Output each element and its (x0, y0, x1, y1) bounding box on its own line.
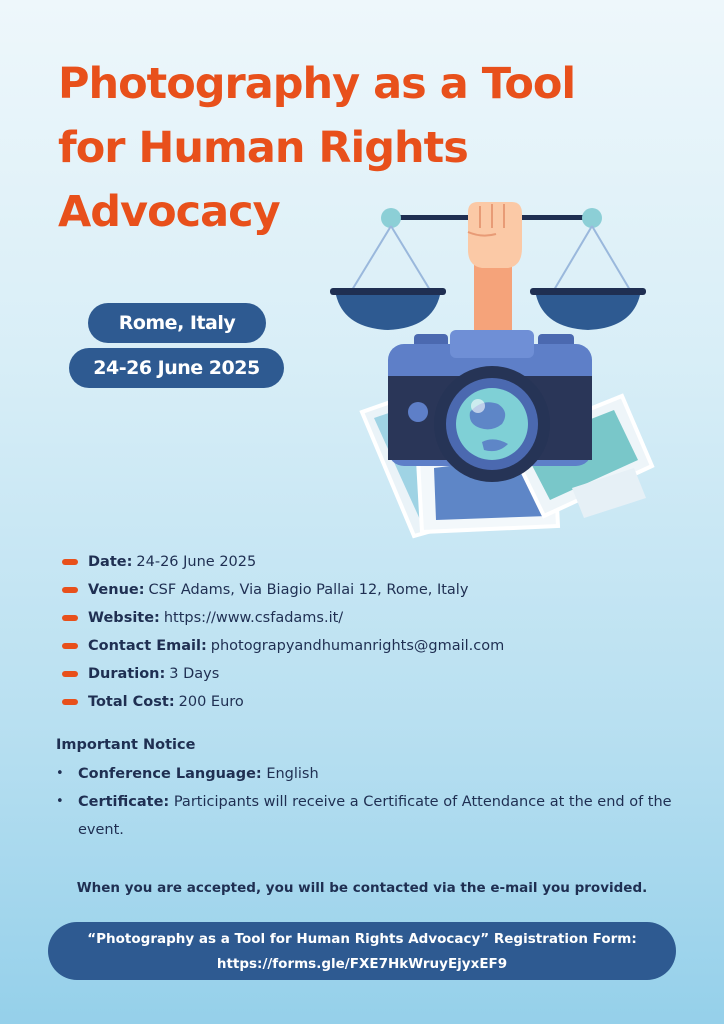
dash-bullet (62, 615, 78, 621)
notice-value: English (266, 766, 319, 782)
dash-bullet (62, 559, 78, 565)
email-link[interactable]: photograpyandhumanrights@gmail.com (210, 638, 505, 654)
notice-list (56, 760, 686, 844)
title-line-3: Advocacy (58, 187, 280, 237)
detail-total-cost (62, 688, 682, 716)
detail-label: Total Cost: (88, 694, 175, 710)
acceptance-note: When you are accepted, you will be contacted via the e-mail you provided. (76, 880, 648, 896)
title-line-1: Photography as a Tool (58, 59, 576, 109)
detail-value: 200 Euro (178, 694, 244, 710)
event-details-list (62, 548, 682, 716)
date-badge: 24-26 June 2025 (69, 348, 284, 388)
detail-duration (62, 660, 682, 688)
dash-bullet (62, 699, 78, 705)
camera-icon (388, 330, 592, 482)
dash-bullet (62, 587, 78, 593)
notice-label: Conference Language: (78, 766, 262, 782)
notice-label: Certificate: (78, 794, 170, 810)
registration-title: “Photography as a Tool for Human Rights Advocacy” Registration Form: (87, 931, 637, 947)
detail-venue (62, 576, 682, 604)
location-badge: Rome, Italy (88, 303, 266, 343)
notice-item-language (56, 760, 686, 788)
detail-label: Date: (88, 554, 133, 570)
detail-contact-email (62, 632, 682, 660)
detail-website (62, 604, 682, 632)
title-line-2: for Human Rights (58, 123, 468, 173)
detail-value: CSF Adams, Via Biagio Pallai 12, Rome, Italy (148, 582, 469, 598)
detail-value: 3 Days (169, 666, 220, 682)
illustration (322, 198, 662, 548)
registration-banner[interactable] (48, 922, 676, 980)
important-notice-heading: Important Notice (56, 737, 196, 753)
detail-label: Website: (88, 610, 160, 626)
notice-item-certificate (56, 788, 686, 844)
detail-value: 24-26 June 2025 (136, 554, 257, 570)
dash-bullet (62, 643, 78, 649)
detail-label: Duration: (88, 666, 166, 682)
raised-fist-icon (468, 202, 522, 336)
detail-date (62, 548, 682, 576)
registration-link[interactable]: https://forms.gle/FXE7HkWruyEjyxEF9 (216, 956, 508, 972)
notice-value: Participants will receive a Certificate of Attendance at the end of the event. (78, 794, 672, 838)
dash-bullet (62, 671, 78, 677)
website-link[interactable]: https://www.csfadams.it/ (163, 610, 344, 626)
detail-label: Contact Email: (88, 638, 207, 654)
detail-label: Venue: (88, 582, 145, 598)
